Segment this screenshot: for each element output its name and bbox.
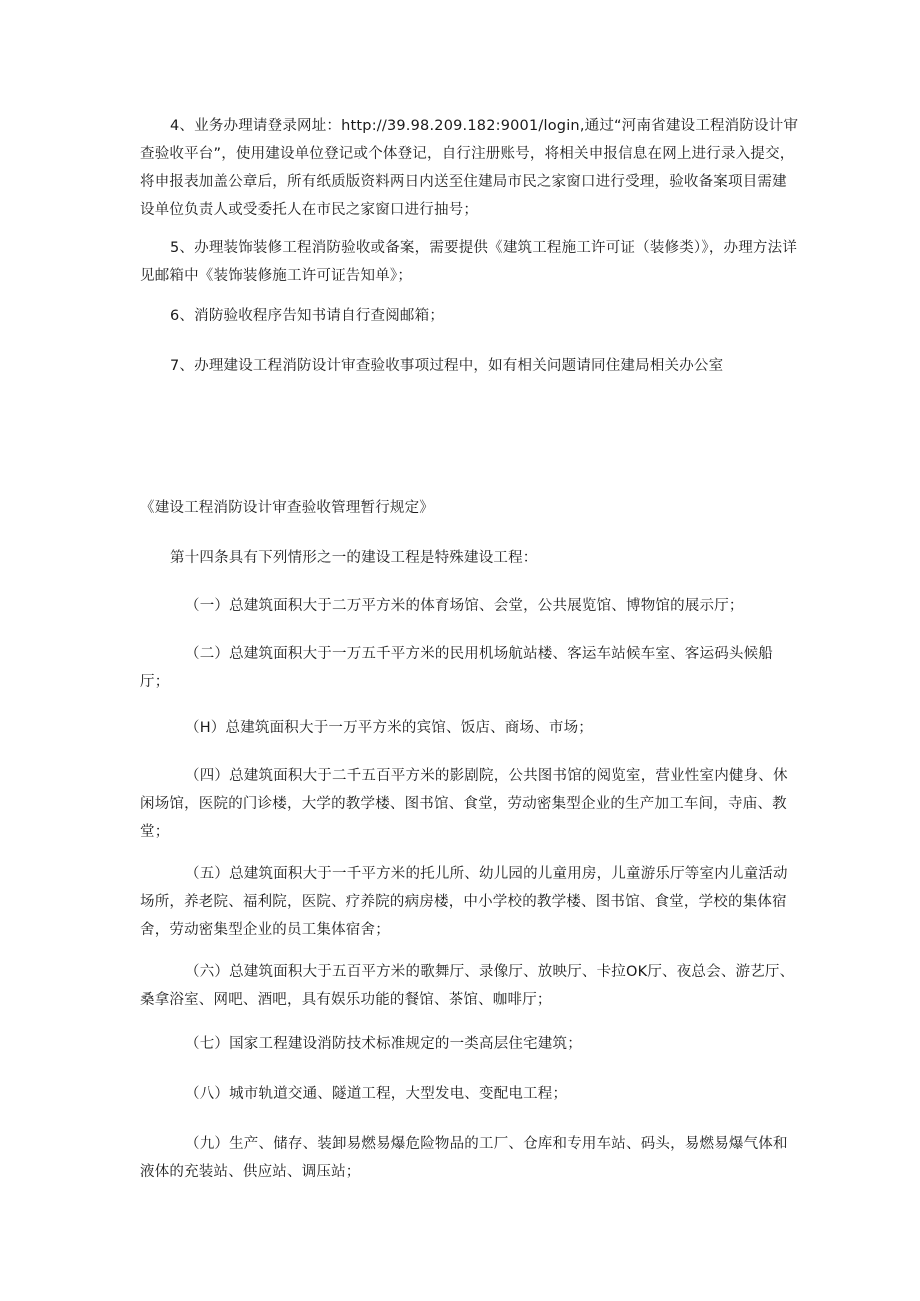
list-item: （H）总建筑面积大于一万平方米的宾馆、饭店、商场、市场； [185,720,594,736]
list-item: （六）总建筑面积大于五百平方米的歌舞厅、录像厅、放映厅、卡拉OK厅、夜总会、游艺厅、桑拿浴室、网吧、酒吧，具有娱乐功能的餐馆、茶馆、咖啡厅； [140,964,795,1008]
list-item: （七）国家工程建设消防技术标准规定的一类高层住宅建筑； [185,1036,582,1052]
list-item: （八）城市轨道交通、隧道工程，大型发电、变配电工程； [185,1086,568,1102]
note-4-login-url: 4、业务办理请登录网址：http://39.98.209.182:9001/login,通过“河南省建设工程消防设计审查验收平台”，使用建设单位登记或个体登记，自行注册账号，将相关申报信息在网上进行录入提交，将申报表加盖公章后，所有纸质版资料两日内送至住建局市民之家窗口进行受理，验收备案项目需建设单位负责人或受委托人在市民之家窗口进行抽号； [140,118,799,218]
list-item: （九）生产、储存、装卸易燃易爆危险物品的工厂、仓库和专用车站、码头，易燃易爆气体和液体的充装站、供应站、调压站； [140,1136,788,1180]
list-item: （二）总建筑面积大于一万五千平方米的民用机场航站楼、客运车站候车室、客运码头候船厅； [140,646,773,690]
note-6-notice-email: 6、消防验收程序告知书请自行查阅邮箱； [170,308,445,324]
list-item: （四）总建筑面积大于二千五百平方米的影剧院，公共图书馆的阅览室，营业性室内健身、休闲场馆，医院的门诊楼，大学的教学楼、图书馆、食堂，劳动密集型企业的生产加工车间，寺庙、教堂； [140,768,788,840]
article-14-heading: 第十四条具有下列情形之一的建设工程是特殊建设工程： [170,550,538,566]
list-item: （一）总建筑面积大于二万平方米的体育场馆、会堂，公共展览馆、博物馆的展示厅； [185,598,744,614]
note-7-contact-office: 7、办理建设工程消防设计审查验收事项过程中，如有相关问题请同住建局相关办公室 [170,358,724,374]
note-5-decoration-acceptance: 5、办理装饰装修工程消防验收或备案，需要提供《建筑工程施工许可证（装修类）》，办理方法详见邮箱中《装饰装修施工许可证告知单》； [140,240,798,284]
list-item: （五）总建筑面积大于一千平方米的托儿所、幼儿园的儿童用房，儿童游乐厅等室内儿童活动场所，养老院、福利院，医院、疗养院的病房楼，中小学校的教学楼、图书馆、食堂，学校的集体宿舍，劳动密集型企业的员工集体宿舍； [140,866,788,938]
regulation-title: 《建设工程消防设计审查验收管理暂行规定》 [140,500,434,516]
